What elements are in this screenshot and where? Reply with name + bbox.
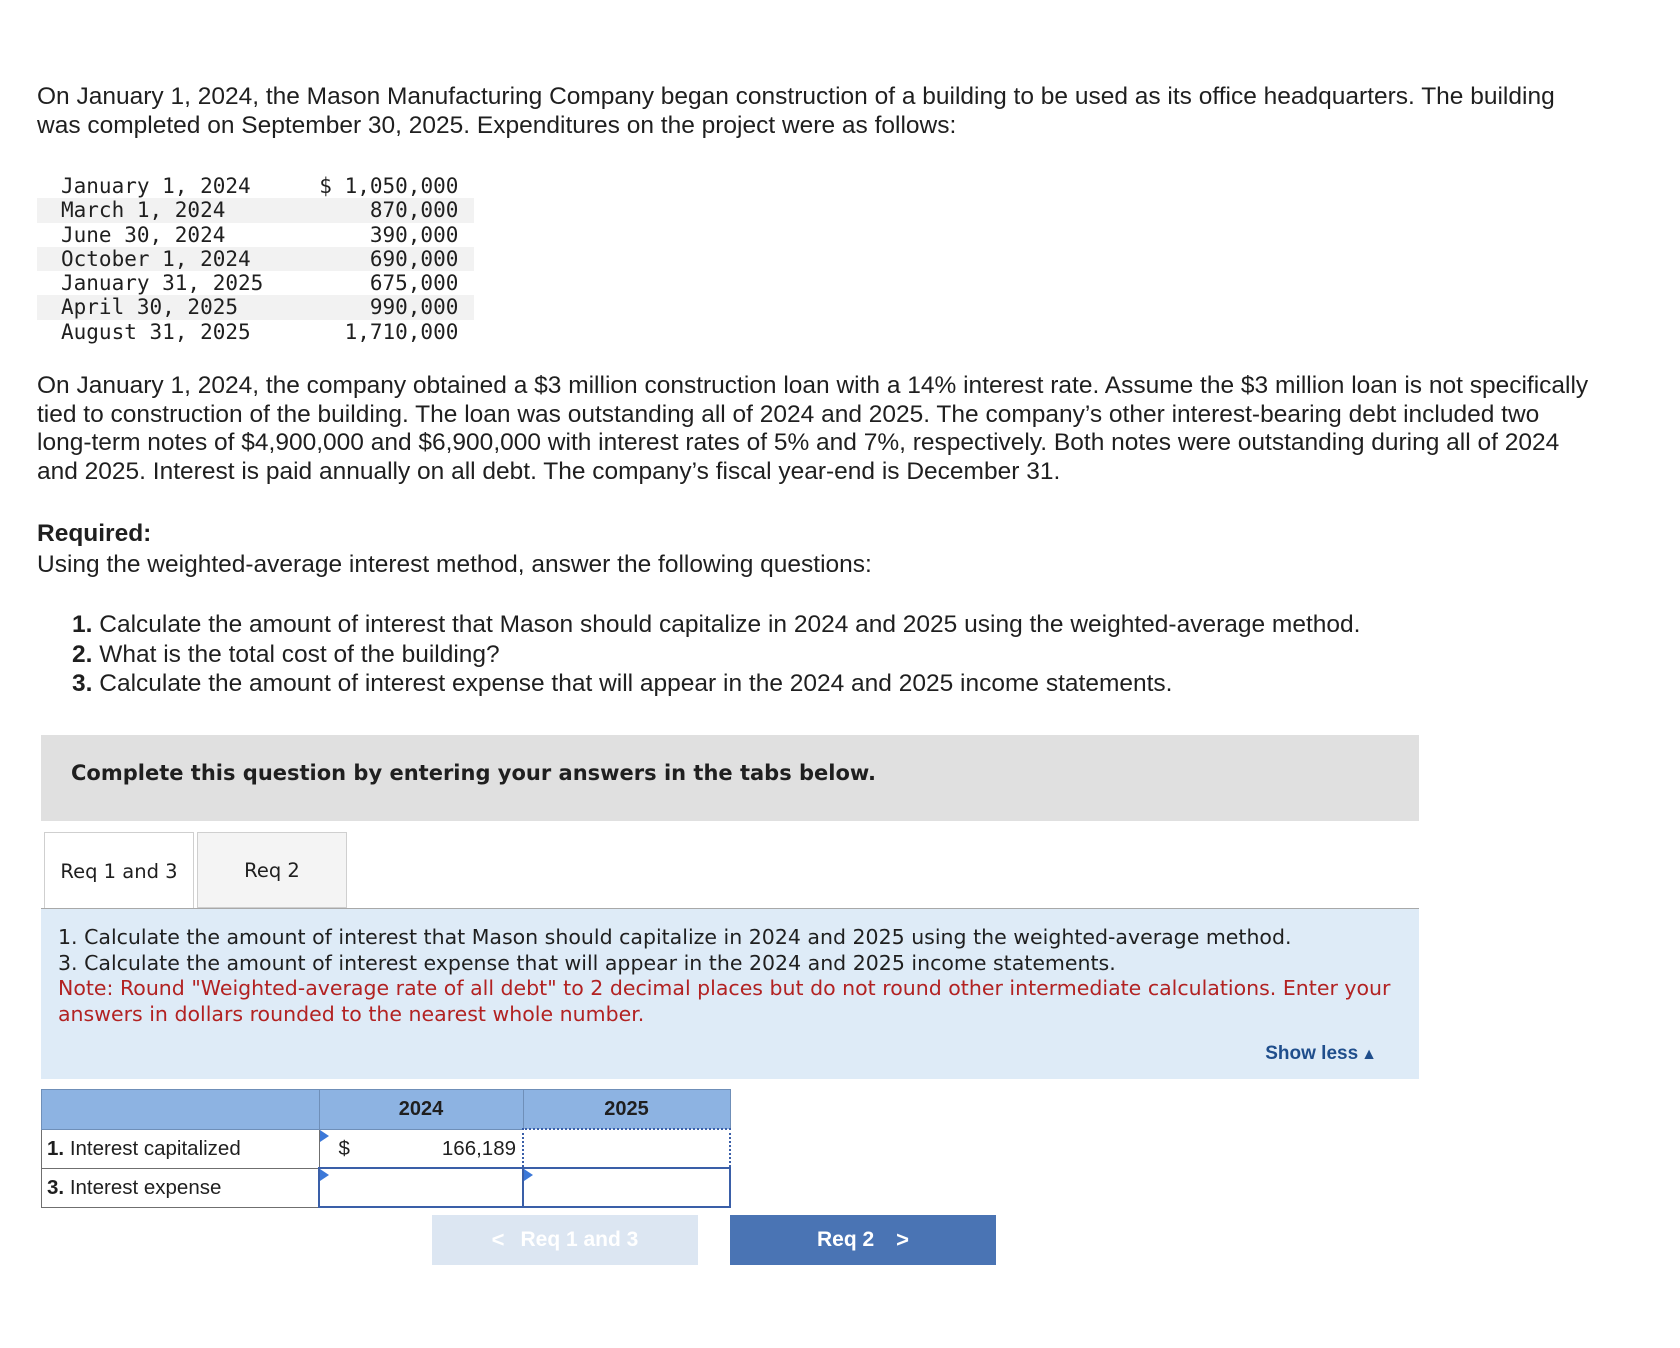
expenditure-amount: 690,000 <box>279 247 474 271</box>
expenditure-date: October 1, 2024 <box>37 247 279 271</box>
expenditure-date: April 30, 2025 <box>37 295 279 319</box>
instructions-panel <box>41 909 1419 1079</box>
expenditure-amount: 870,000 <box>279 198 474 222</box>
required-title: Required: <box>37 520 152 547</box>
requirement-text: What is the total cost of the building? <box>99 640 500 668</box>
intro-paragraph: On January 1, 2024, the Mason Manufacturing Company began construction of a building to be used as its office headquarters. The building was completed on September 30, 2025. Expenditures on the project were as follows: <box>37 83 1555 139</box>
row-label: Interest expense <box>69 1175 222 1199</box>
intro-text <box>37 82 1597 140</box>
interest-expense-2024-input[interactable] <box>319 1168 523 1207</box>
triangle-up-icon: ▲ <box>1361 1046 1377 1063</box>
instruction-line-1: 1. Calculate the amount of interest that Mason should capitalize in 2024 and 2025 using the weighted-average method. <box>58 925 1292 949</box>
expenditure-amount: 675,000 <box>369 271 459 296</box>
show-less-label: Show less <box>1265 1043 1359 1064</box>
input-value: 166,189 <box>441 1136 516 1160</box>
requirement-text: Calculate the amount of interest expense that will appear in the 2024 and 2025 income statements. <box>99 670 1173 697</box>
header-2025: 2025 <box>523 1090 730 1130</box>
expenditure-row <box>37 247 474 271</box>
requirements-list <box>72 610 1360 699</box>
expenditure-date: August 31, 2025 <box>61 319 251 344</box>
prev-tab-button[interactable] <box>432 1215 698 1265</box>
tab-req-2[interactable]: Req 2 <box>197 832 347 908</box>
show-less-toggle[interactable] <box>1265 1043 1377 1065</box>
expenditure-amount: $ 1,050,000 <box>319 174 459 198</box>
row-label-interest-capitalized <box>42 1129 320 1168</box>
table-row <box>42 1129 731 1168</box>
expenditure-date: June 30, 2024 <box>61 222 226 247</box>
header-blank <box>42 1090 320 1130</box>
expenditure-row <box>37 223 474 247</box>
interest-expense-2025-input[interactable] <box>523 1168 730 1207</box>
requirement-item <box>72 669 1360 699</box>
expenditure-row <box>37 174 474 198</box>
interest-capitalized-2025-input[interactable] <box>523 1129 730 1168</box>
instructions-text <box>58 925 1398 1027</box>
table-row <box>42 1168 731 1207</box>
loan-paragraph: On January 1, 2024, the company obtained a $3 million construction loan with a 14% interest rate. Assume the $3 million loan is not specifically tied to construction of the building. The loan was outstanding all of 2024 and 2025. The company’s other interest-bearing debt included two long-term notes of $4,900,000 and $6,900,000 with interest rates of 5% and 7%, respectively. Both notes were outstanding during all of 2024 and 2025. Interest is paid annually on all debt. The company’s fiscal year-end is December 31. <box>37 372 1589 485</box>
chevron-left-icon: < <box>491 1227 505 1252</box>
expenditure-row <box>37 271 474 295</box>
requirement-number: 1. <box>72 611 93 638</box>
expenditure-date: January 1, 2024 <box>61 174 251 198</box>
requirement-item <box>72 610 1360 640</box>
next-tab-label: Req 2 <box>816 1228 875 1251</box>
header-2024: 2024 <box>319 1090 523 1130</box>
instruction-note: Note: Round "Weighted-average rate of all debt" to 2 decimal places but do not round other intermediate calculations. Enter your answers in dollars rounded to the nearest whole number. <box>58 976 1391 1026</box>
row-label: Interest capitalized <box>69 1136 241 1160</box>
expenditure-row <box>37 295 474 319</box>
expenditure-date: January 31, 2025 <box>61 271 264 296</box>
next-tab-button[interactable] <box>730 1215 996 1265</box>
requirement-item <box>72 640 1360 670</box>
expenditures-table <box>37 174 474 344</box>
expenditure-amount: 1,710,000 <box>344 319 459 344</box>
expenditure-amount: 990,000 <box>279 295 474 319</box>
chevron-right-icon: > <box>896 1227 910 1252</box>
instruction-line-3: 3. Calculate the amount of interest expense that will appear in the 2024 and 2025 income statements. <box>58 950 1116 975</box>
flag-icon <box>320 1169 329 1181</box>
expenditure-amount: 390,000 <box>369 222 459 247</box>
row-number: 1. <box>47 1136 65 1160</box>
requirement-number: 2. <box>72 640 93 668</box>
answer-table-header <box>42 1090 731 1130</box>
flag-icon <box>320 1130 329 1142</box>
interest-capitalized-2024-input[interactable] <box>319 1129 523 1168</box>
answer-table <box>41 1089 731 1208</box>
row-number: 3. <box>47 1175 65 1199</box>
requirement-number: 3. <box>72 670 93 697</box>
flag-icon <box>524 1169 533 1181</box>
row-label-interest-expense <box>42 1168 320 1207</box>
required-subtitle: Using the weighted-average interest method, answer the following questions: <box>37 551 872 578</box>
complete-question-banner <box>41 735 1419 821</box>
tab-req-1-and-3[interactable]: Req 1 and 3 <box>44 832 194 909</box>
expenditure-row <box>37 320 474 344</box>
prev-tab-label: Req 1 and 3 <box>520 1228 639 1251</box>
complete-question-text: Complete this question by entering your answers in the tabs below. <box>71 761 876 785</box>
currency-symbol: $ <box>338 1136 350 1160</box>
expenditure-date: March 1, 2024 <box>37 198 279 222</box>
requirement-text: Calculate the amount of interest that Mason should capitalize in 2024 and 2025 using the weighted-average method. <box>99 611 1361 638</box>
expenditure-row <box>37 198 474 222</box>
